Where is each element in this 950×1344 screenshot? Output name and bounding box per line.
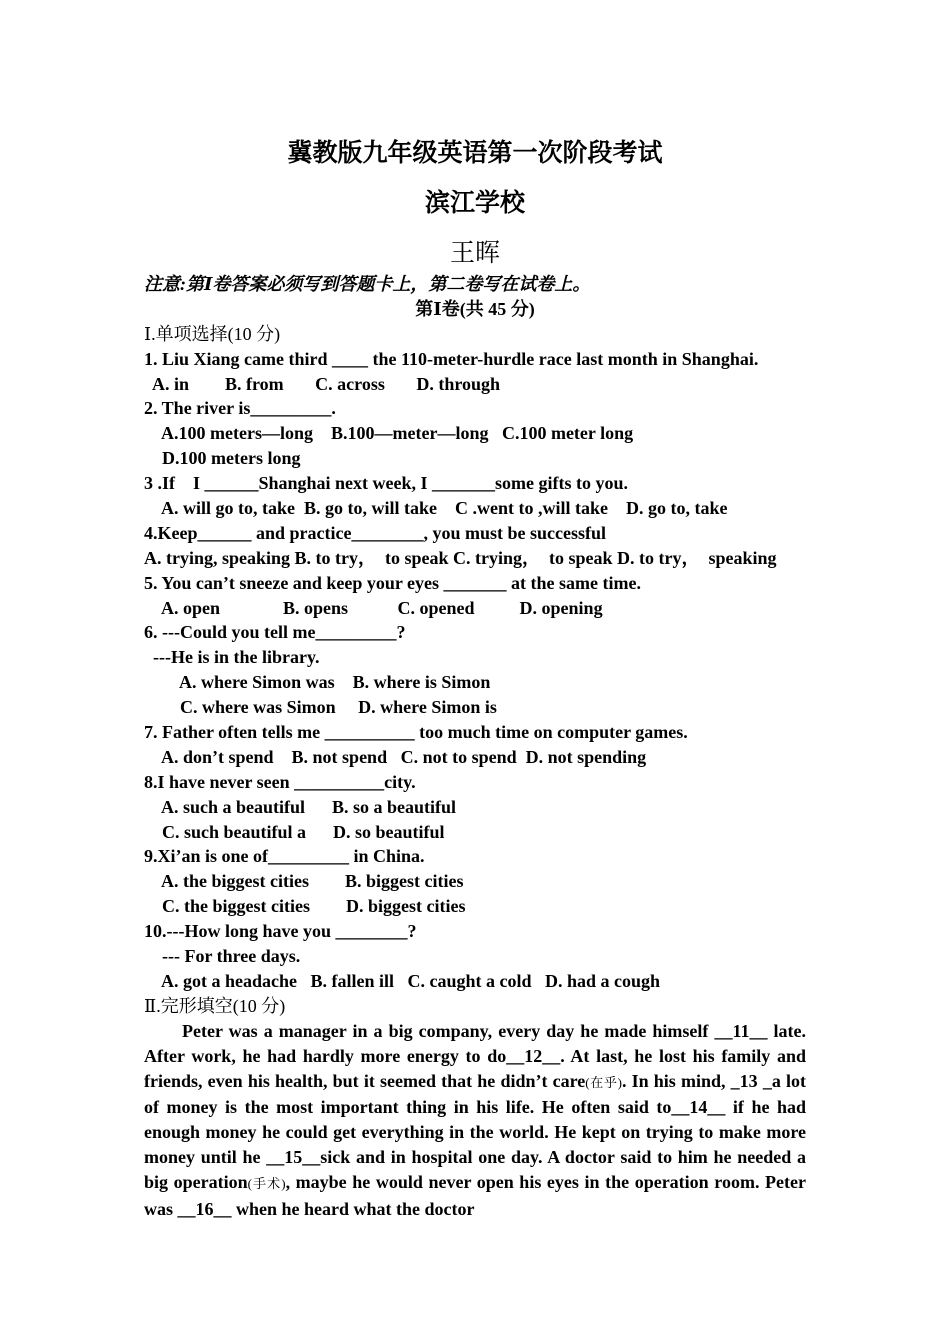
question-line: ---He is in the library. bbox=[144, 647, 320, 668]
author-name: 王晖 bbox=[449, 238, 500, 267]
question-line: A. in B. from C. across D. through bbox=[144, 373, 501, 394]
blank-12: __12__. bbox=[506, 1045, 565, 1066]
question-line: 4.Keep______ and practice________, you must be successful bbox=[144, 522, 606, 543]
question-line: 5. You can’t sneeze and keep your eyes _______ at the same time. bbox=[144, 572, 641, 593]
blank-11: __11__ bbox=[714, 1020, 768, 1041]
gloss-note: (在乎) bbox=[585, 1074, 622, 1090]
question-line: A. the biggest cities B. biggest cities bbox=[144, 871, 464, 892]
school-name: 滨江学校 bbox=[424, 188, 525, 217]
question-line: A. got a headache B. fallen ill C. caught a cold D. had a cough bbox=[144, 970, 661, 991]
blank-13: _13 _ bbox=[730, 1070, 772, 1091]
question-line: A. don’t spend B. not spend C. not to spend D. not spending bbox=[144, 746, 647, 767]
question-line: D.100 meters long bbox=[144, 448, 301, 469]
exam-title: 冀教版九年级英语第一次阶段考试 bbox=[287, 138, 663, 167]
section2-heading: Ⅱ.完形填空(10 分) bbox=[144, 995, 286, 1016]
question-line: C. such beautiful a D. so beautiful bbox=[144, 821, 445, 842]
question-line: A. where Simon was B. where is Simon bbox=[144, 672, 491, 693]
question-line: C. where was Simon D. where Simon is bbox=[144, 697, 497, 718]
question-line: 10.---How long have you ________? bbox=[144, 921, 417, 942]
question-line: C. the biggest cities D. biggest cities bbox=[144, 896, 466, 917]
question-line: A. such a beautiful B. so a beautiful bbox=[144, 796, 457, 817]
question-line: 6. ---Could you tell me_________? bbox=[144, 622, 406, 643]
section1-questions bbox=[144, 347, 806, 994]
question-line: A. trying, speaking B. to try， to speak C. trying， to speak D. to try， speaking bbox=[144, 547, 777, 568]
blank-16: __16__ bbox=[177, 1199, 232, 1220]
notice-text: 注意:第Ⅰ卷答案必须写到答题卡上，第二卷写在试卷上。 bbox=[144, 274, 591, 294]
exam-body bbox=[144, 272, 806, 1222]
section1-heading: Ⅰ.单项选择(10 分) bbox=[144, 323, 281, 344]
question-line: A.100 meters—long B.100—meter—long C.100 meter long bbox=[144, 423, 634, 444]
question-line: 9.Xi’an is one of_________ in China. bbox=[144, 846, 425, 867]
question-line: 3 .If I ______Shanghai next week, I _______some gifts to you. bbox=[144, 473, 629, 494]
question-line: --- For three days. bbox=[144, 946, 301, 967]
question-line: A. will go to, take B. go to, will take C .went to ,will take D. go to, take bbox=[144, 498, 728, 519]
gloss-note: (手术) bbox=[247, 1176, 286, 1192]
part-title: 第Ⅰ卷(共 45 分) bbox=[415, 298, 535, 319]
question-line: 1. Liu Xiang came third ____ the 110-meter-hurdle race last month in Shanghai. bbox=[144, 348, 759, 369]
question-line: 7. Father often tells me __________ too much time on computer games. bbox=[144, 722, 688, 743]
cloze-passage: Peter was a manager in a big company, every day he made himself __11__ late. After work, he had hardly more energy to do__12__. At last, he lost his family and friends, even his health, but it seemed that he didn’t care(在乎). In his mind, _13 _a lot of money is the most important thing in his life. He often said to__14__ if he had enough money he could get everything in the world. He kept on trying to make more money until he __15__sick and in hospital one day. A doctor said to him he needed a big operation(手术), maybe he would never open his eyes in the operation room. Peter was __16__ when he heard what the doctor bbox=[144, 1020, 807, 1220]
question-line: 8.I have never seen __________city. bbox=[144, 771, 416, 792]
question-line: 2. The river is_________. bbox=[144, 398, 336, 419]
blank-14: __14__ bbox=[671, 1097, 726, 1118]
blank-15: __15__ bbox=[266, 1147, 321, 1168]
question-line: A. open B. opens C. opened D. opening bbox=[144, 597, 603, 618]
